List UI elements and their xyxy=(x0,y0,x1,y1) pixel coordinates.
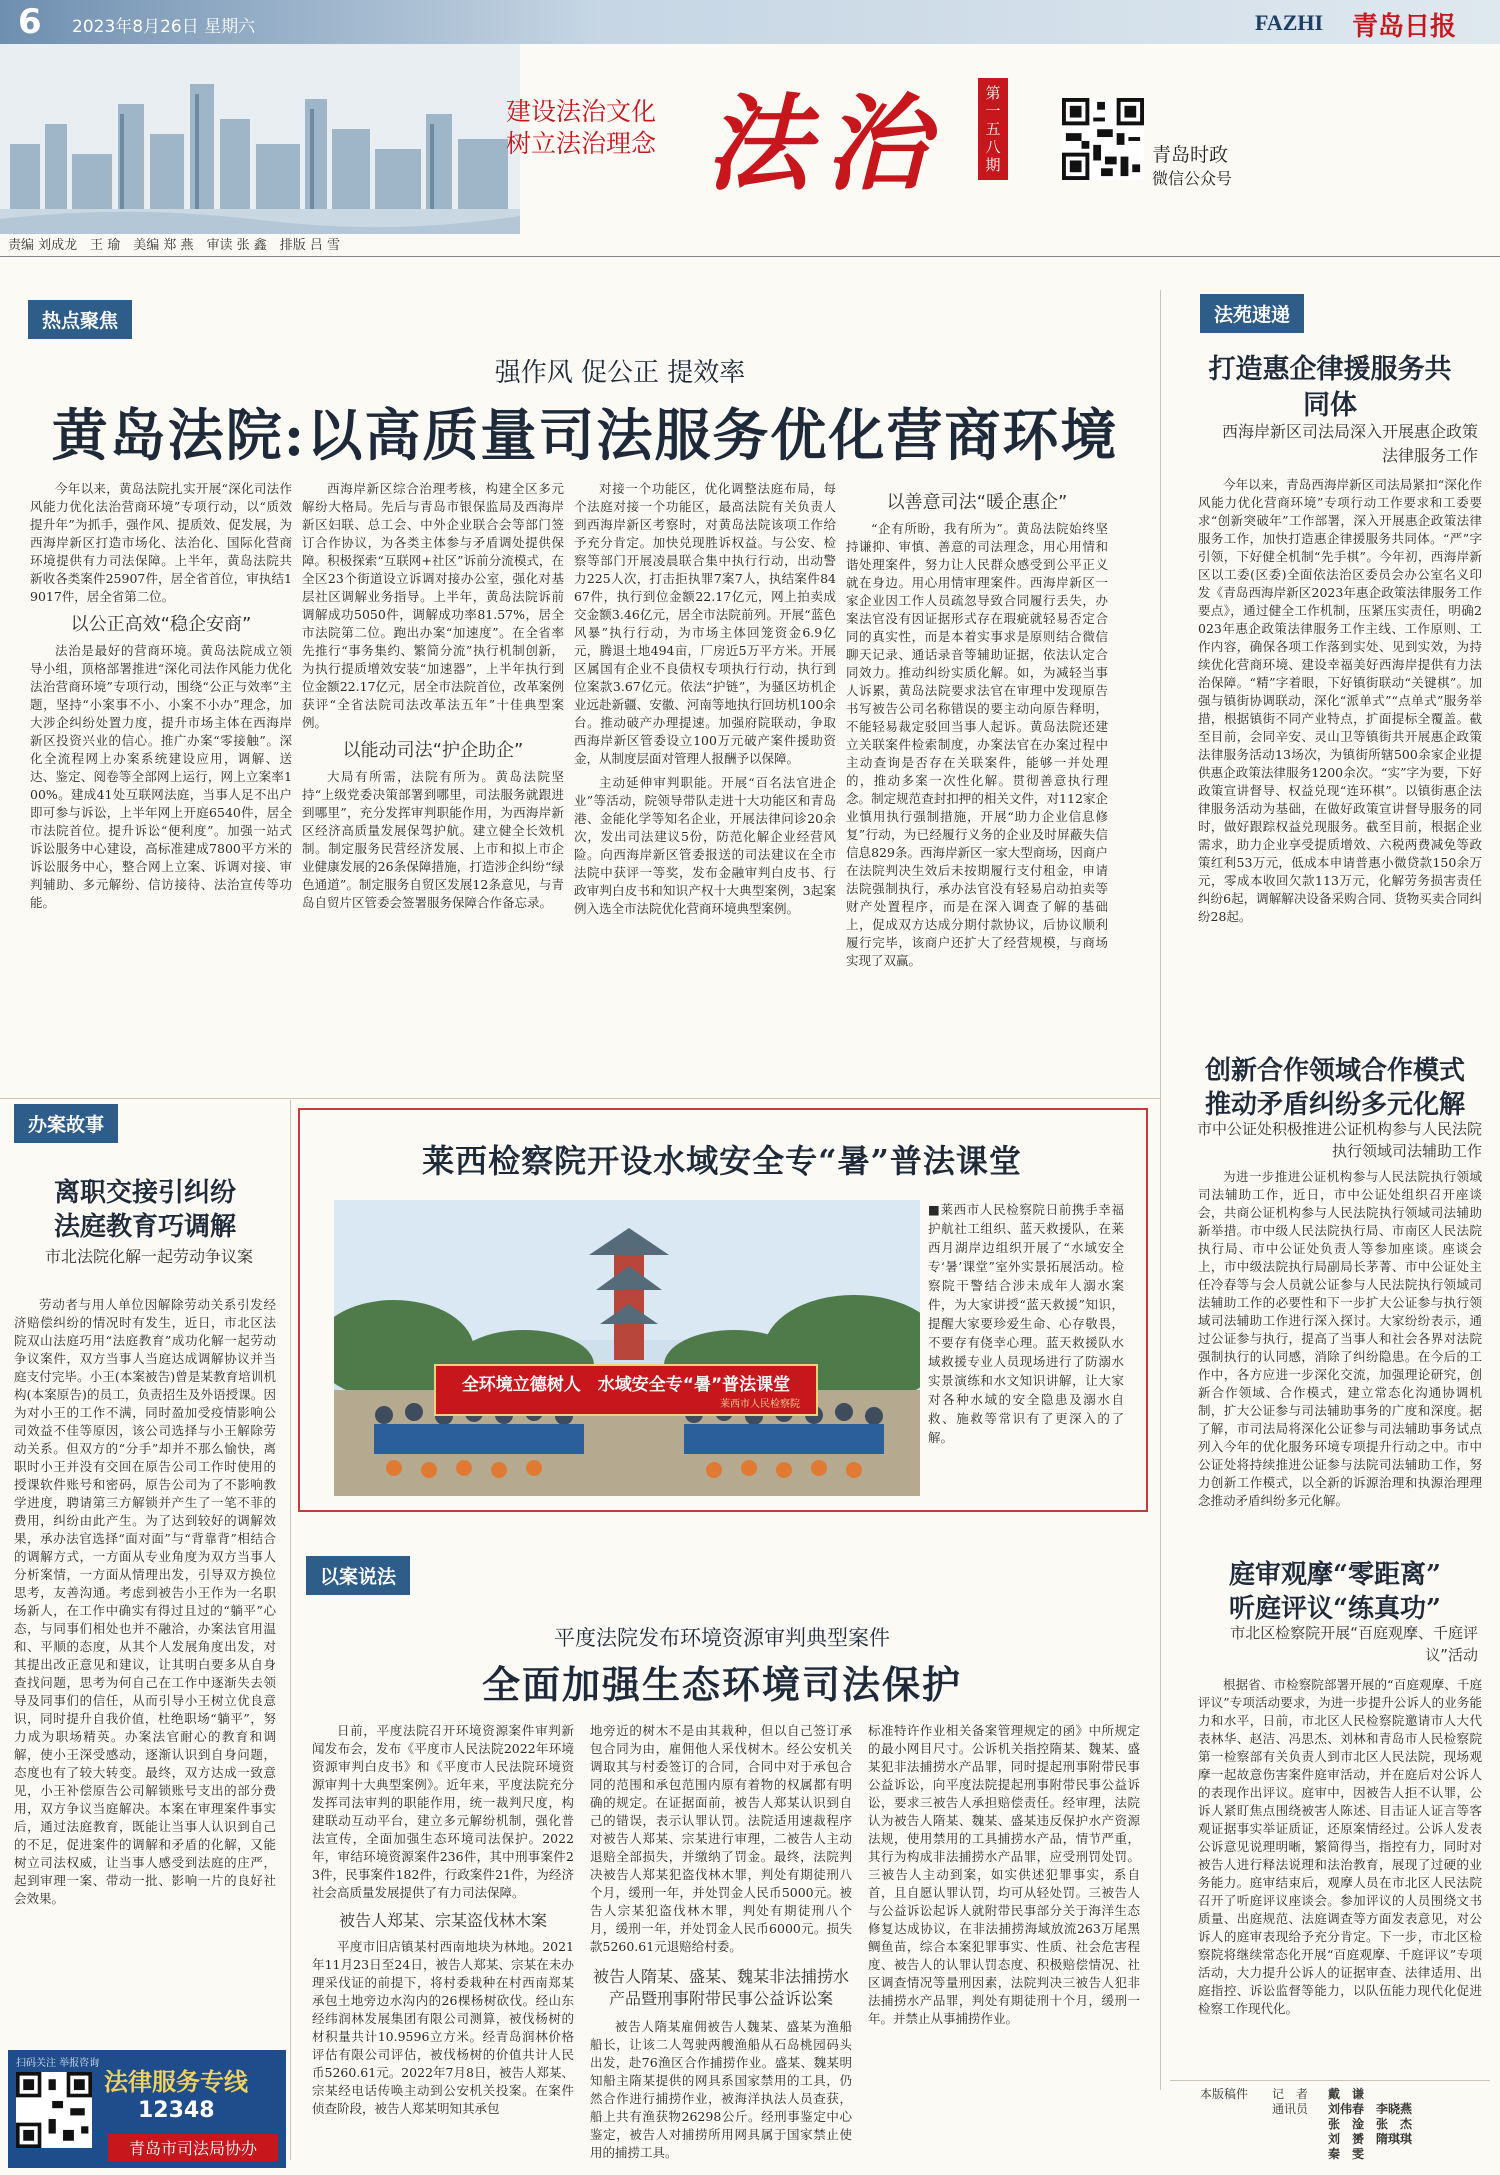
photo-banner xyxy=(434,1364,818,1416)
reporters-role: 记 者 通讯员 xyxy=(1272,2087,1309,2116)
subhead-forest-case: 被告人郑某、宗某盗伐林木案 xyxy=(338,1911,547,1930)
slogan-line2: 树立法治理念 xyxy=(506,129,657,158)
city-skyline-illustration xyxy=(0,44,520,234)
slogan-line1: 建设法治文化 xyxy=(506,97,657,126)
case-story-title-line1: 离职交接引纠纷 xyxy=(53,1178,236,1208)
photo-banner-text: 全环境立德树人 水域安全专“暑”普法课堂 xyxy=(461,1375,791,1395)
tag-legal-express: 法苑速递 xyxy=(1200,294,1304,333)
wechat-name: 青岛时政 xyxy=(1152,144,1229,166)
left-column-divider xyxy=(290,1100,291,2160)
page-number: 6 xyxy=(18,2,42,42)
section-title-calligraphy: 法治 xyxy=(706,82,943,205)
main-story-bottom-rule xyxy=(0,1098,1160,1099)
side3-subtitle: 市北区检察院开展“百庭观摩、千庭评议”活动 xyxy=(1230,1624,1478,1664)
main-story-col1: 今年以来，黄岛法院扎实开展“深化司法作风能力优化法治营商环境”专项行动，以“质效提升年”为抓手，强作风、提质效、促发展，为西海岸新区打造市场化、法治化、国际化营商环境提供有力司法保障。上半年，黄岛法院共新收各类案件25907件，居全省首位，审执结19017件，居全省第二位。 以公正高效“稳企安商” 法治是最好的营商环境。黄岛法院成立领导小组，顶格部署推进“深化司法作风能力优化法治营商环境”专项行动，围绕“公正与效率”主题，坚持“小案事不小、小案不小办”理念，加大涉企纠纷处置力度，提升市场主体在西海岸新区投资兴业的信心。推广办案“零接触”。深化全流程网上办案系统建设应用，调解、送达、鉴定、阅卷等全部网上运行，网上立案率100%。建成41处互联网法庭，当事人足不出户即可参与诉讼，上半年网上开庭6540件，居全市法院首位。提升诉讼“便利度”。加强一站式诉讼服务中心建设，高标准建成7800平方米的诉讼服务中心，整合网上立案、诉调对接、审判辅助、多元解纷、信访接待、法治宣传等功能。 xyxy=(30,481,292,910)
paper-name: 青岛日报 xyxy=(1352,12,1457,42)
case-story-title-line2: 法庭教育巧调解 xyxy=(53,1212,236,1242)
side3-title-line2: 听庭评议“练真功” xyxy=(1229,1594,1441,1624)
photo-caption: ■莱西市人民检察院日前携手幸福护航社工组织、蓝天救援队，在莱西月湖岸边组织开展了“水域安全专‘暑’课堂”室外实景拓展活动。检察院干警结合涉未成年人溺水案件，为大家讲授“蓝天救援”知识，提醒大家要珍爱生命、心存敬畏，不要存有侥幸心理。蓝天救援队水域救援专业人员现场进行了防溺水实景演练和水文知识讲解，让大家对各种水域的安全隐患及溺水自救、施救等常识有了更深入的了解。 xyxy=(928,1202,1124,1445)
hotline-title: 法律服务专线 xyxy=(104,2068,248,2096)
subhead-protect-business: 以能动司法“护企助企” xyxy=(342,740,524,761)
eco-story-kicker: 平度法院发布环境资源审判典型案件 xyxy=(554,1626,890,1650)
hotline-number: 12348 xyxy=(138,2098,215,2123)
hotline-ad xyxy=(8,2050,286,2168)
side1-title: 打造惠企律援服务共同体 xyxy=(1208,354,1452,421)
photo-banner-sub: 莱西市人民检察院 xyxy=(720,1399,800,1410)
wechat-qr-icon[interactable] xyxy=(1062,98,1144,180)
reporters-names: 戴 谦 刘伟春 李晓燕 张 淦 张 杰 刘 赟 隋琪琪 秦 雯 xyxy=(1328,2087,1413,2161)
side2-body: 为进一步推进公证机构参与人民法院执行领域司法辅助工作，近日，市中公证处组织召开座谈会，共商公证机构参与人民法院执行领域司法辅助新举措。市中级人民法院执行局、市南区人民法院执行局、市中公证处负责人等参加座谈。座谈会上，市中级法院执行局副局长茅菁、市中公证处主任冷春等与会人员就公证参与人民法院执行领域司法辅助工作的必要性和下一步扩大公证参与执行领域司法辅助工作进行深入探讨。大家纷纷表示，通过公证参与执行，提高了当事人和社会各界对法院强制执行的认同感，消除了纠纷隐患。在今后的工作中，各方应进一步深化交流，加强理论研究，创新合作领域、合作模式，建立常态化沟通协调机制，扩大公证参与司法辅助事务的广度和深度。据了解，市司法局将深化公证参与司法辅助事务试点列入今年的优化服务环境专项提升行动之中。市中公证处将持续推进公证参与法院司法辅助工作，努力创新工作模式，以全新的诉源治理和执源治理理念推动矛盾纠纷多元化解。 xyxy=(1198,1169,1482,1508)
side3-title-line1: 庭审观摩“零距离” xyxy=(1229,1560,1441,1590)
hotline-org: 青岛市司法局协办 xyxy=(108,2134,278,2161)
subhead-fishing-case: 被告人隋某、盛某、魏某非法捕捞水产品暨刑事附带民事公益诉讼案 xyxy=(592,1967,849,2008)
tag-hot-focus: 热点聚焦 xyxy=(28,300,132,339)
tag-case-law: 以案说法 xyxy=(306,1556,410,1595)
main-story-kicker: 强作风 促公正 提效率 xyxy=(494,358,746,388)
eco-story-col1: 日前，平度法院召开环境资源案件审判新闻发布会，发布《平度市人民法院2022年环境资源审判白皮书》和《平度市人民法院环境资源审判十大典型案例》。近年来，平度法院充分发挥司法审判的职能作用，统一裁判尺度，构建联动互动平台，建立多元解纷机制，强化普法宣传，全面加强生态环境司法保护。2022年，审结环境资源案件236件，其中刑事案件23件，民事案件182件，行政案件21件，为经济社会高质量发展提供了有力司法保障。 被告人郑某、宗某盗伐林木案 平度市旧店镇某村西南地块为林地。2021年11月23日至24日，被告人郑某、宗某在未办理采伐证的前提下，将村委栽种在村西南郑某承包土地旁边水沟内的26棵杨树砍伐。经山东经纬润林发展集团有限公司测算，被伐杨树的材积量共计10.9596立方米。经青岛润林价格评估有限公司评估，被伐杨树的价值共计人民币5260.61元。2022年7月8日，被告人郑某、宗某经电话传唤主动到公安机关投案。在案件侦查阶段，被告人郑某明知其承包 xyxy=(312,1723,574,2116)
subhead-stable-business: 以公正高效“稳企安商” xyxy=(70,614,252,635)
side2-title-line1: 创新合作领域合作模式 xyxy=(1204,1056,1465,1086)
side1-subtitle: 西海岸新区司法局深入开展惠企政策法律服务工作 xyxy=(1222,422,1479,465)
issue-date: 2023年8月26日 星期六 xyxy=(72,17,256,37)
main-story-title: 黄岛法院:以高质量司法服务优化营商环境 xyxy=(51,403,1119,469)
column-divider xyxy=(1160,290,1161,2090)
tag-case-story: 办案故事 xyxy=(14,1104,118,1143)
side2-subtitle: 市中公证处积极推进公证机构参与人民法院执行领域司法辅助工作 xyxy=(1196,1120,1482,1160)
main-story-col2: 西海岸新区综合治理考核，构建全区多元解纷大格局。先后与青岛市银保监局及西海岸新区妇联、总工会、中外企业联合会等部门签订合作协议，为各类主体参与矛盾调处提供保障。积极探索“互联网+社区”诉前分流模式，在全区23个街道设立诉调对接办公室，强化对基层社区调解业务指导。上半年，黄岛法院诉前调解成功5050件，调解成功率81.57%，居全市法院第二位。跑出办案“加速度”。在全省率先推行“事务集约、繁简分流”执行机制创新，为执行提质增效安装“加速器”，上半年执行到位金额22.17亿元，居全市法院首位，改革案例获评“全省法院司法改革法五年”十佳典型案例。 以能动司法“护企助企” 大局有所需，法院有所为。黄岛法院坚持“上级党委决策部署到哪里，司法服务就跟进到哪里”，充分发挥审判职能作用，为西海岸新区经济高质量发展保驾护航。建立健全长效机制。制定服务民营经济发展、上市和拟上市企业健康发展的26条保障措施，打造涉企纠纷“绿色通道”。制定服务自贸区发展12条意见，与青岛自贸片区管委会签署服务保障合作备忘录。 xyxy=(302,481,564,910)
group-photo-lake-pavilion xyxy=(334,1200,920,1496)
header-divider xyxy=(0,256,1500,257)
photo-story-title: 莱西检察院开设水域安全专“暑”普法课堂 xyxy=(422,1142,1022,1180)
reporters-label: 本版稿件 xyxy=(1200,2087,1249,2101)
side1-body: 今年以来，青岛西海岸新区司法局紧扣“深化作风能力优化营商环境”专项行动工作要求和工委要求“创新突破年”工作部署，深入开展惠企政策法律服务工作，加快打造惠企律援服务共同体。“严”字引领，下好健全机制“先手棋”。今年初，西海岸新区以工委(区委)全面依法治区委员会办公室名义印发《青岛西海岸新区2023年惠企政策法律服务工作要点》，通过健全工作机制，压紧压实责任，明确2023年惠企政策法律服务工作主线、工作原则、工作内容，确保各项工作落到实处、见到实效，为持续优化营商环境、建设幸福美好西海岸提供有力法治保障。“精”字着眼，下好镇街联动“关键棋”。加强与镇街协调联动，深化“派单式”“点单式”服务举措，根据镇街不同产业特点，扩面提标全覆盖。截至目前，会同辛安、灵山卫等镇街共开展惠企政策法律服务活动13场次，为镇街所辖500余家企业提供惠企政策法律服务1200余次。“实”字为要，下好政策宣讲督导、权益兑现“连环棋”。以镇街惠企法律服务活动为基础，在做好政策宣讲督导服务的同时，做好跟踪权益兑现服务。截至目前，根据企业需求，助力企业享受提质增效、六税两费减免等政策红利53万元，低成本申请普惠小微贷款150余万元，零成本收回欠款113万元，化解劳务损害责任纠纷6起，调解解决设备采购合同、货物买卖合同纠纷28起。 xyxy=(1198,477,1482,924)
reporters-box xyxy=(1170,2080,1490,2171)
issue-number-badge: 第一五八期 xyxy=(978,78,1008,180)
main-story-col3: 对接一个功能区，优化调整法庭布局，每个法庭对接一个功能区，最高法院有关负责人到西海岸新区考察时，对黄岛法院该项工作给予充分肯定。加快兑现胜诉权益。与公安、检察等部门开展凌晨联合集中执行行动，出动警力225人次，打击拒执罪7案7人，执结案件8467件，执行到位金额22.17亿元，网上拍卖成交金额3.46亿元，居全市法院前列。开展“蓝色风暴”执行行动，为市场主体回笼资金6.9亿元，腾退土地494亩，厂房近5万平方米。开展区属国有企业不良债权专项执行行动，执行到位案款3.67亿元。依法“护链”，为骚区坊机企业远赴新疆、安徽、河南等地执行回坊机100余台。推动破产办理提速。加强府院联动，争取西海岸新区管委设立100万元破产案件援助资金，从制度层面对管理人报酬予以保障。 主动延伸审判职能。开展“百名法官进企业”等活动，院领导带队走进十大功能区和青岛港、金能化学等知名企业，开展法律问诊20余次，发出司法建议5份，防范化解企业经营风险。向西海岸新区管委报送的司法建议在全市法院中获评一等奖，发布金融审判白皮书、行政审判白皮书和知识产权十大典型案例，3起案例入选全市法院优化营商环境典型案例。 xyxy=(574,481,836,916)
wechat-subtitle: 微信公众号 xyxy=(1152,169,1233,188)
hotline-qr-caption: 扫码关注 举报咨询 xyxy=(16,2058,100,2069)
side2-title-line2: 推动矛盾纠纷多元化解 xyxy=(1204,1090,1465,1120)
credits-line: 责编 刘成龙 王 瑜 美编 郑 燕 审读 张 鑫 排版 吕 雪 xyxy=(8,238,341,253)
side3-body: 根据省、市检察院部署开展的“百庭观摩、千庭评议”专项活动要求，为进一步提升公诉人的业务能力和水平，日前，市北区人民检察院邀请市人大代表林华、赵洁、冯思杰、刘林和青岛市人民检察院第一检察部有关负责人到市北区人民法院，现场观摩一起故意伤害案件庭审活动，并在庭后对公诉人的表现作出评议。庭审中，因被告人拒不认罪，公诉人紧盯焦点围绕被害人陈述、目击证人证言等客观证据事实举证质证，还原案情经过。公诉人发表公诉意见说理明晰，繁简得当，指控有力，同时对被告人进行释法说理和法治教育，展现了过硬的业务能力。庭审结束后，观摩人员在市北区人民法院召开了听庭评议座谈会。参加评议的人员围绕文书质量、出庭规范、法庭调查等方面发表意见，对公诉人的庭审表现给予充分肯定。下一步，市北区检察院将继续常态化开展“百庭观摩、千庭评议”专项活动，大力提升公诉人的证据审查、法律适用、出庭指控、诉讼监督等能力，以队伍能力现代化促进检察工作现代化。 xyxy=(1198,1677,1482,2016)
eco-story-title: 全面加强生态环境司法保护 xyxy=(481,1662,962,1707)
hotline-qr-icon[interactable] xyxy=(16,2072,92,2148)
eco-story-col3: 标准特许作业相关备案管理规定的函》中所规定的最小网目尺寸。公诉机关指控隋某、魏某、盛某犯非法捕捞水产品罪，同时提起刑事附带民事公益诉讼，向平度法院提起刑事附带民事公益诉讼，要求三被告人承担赔偿责任。经审理，法院认为被告人隋某、魏某、盛某违反保护水产资源法规，使用禁用的工具捕捞水产品，情节严重，其行为构成非法捕捞水产品罪，应受刑罚处罚。三被告人主动到案，如实供述犯罪事实，系自首，且自愿认罪认罚，均可从轻处罚。三被告人与公益诉讼起诉人就附带民事部分关于海洋生态修复达成协议，在非法捕捞海域放流263万尾黑鲷鱼苗，综合本案犯罪事实、性质、社会危害程度、被告人的认罪认罚态度、积极赔偿情况、社区调查情况等量刑因素，法院判决三被告人犯非法捕捞水产品罪，判处有期徒刑十个月，缓刑一年。并禁止从事捕捞作业。 xyxy=(868,1723,1140,2026)
eco-story-col2: 地旁近的树木不是由其栽种，但以自己签订承包合同为由，雇佣他人采伐树木。经公安机关调取其与村委签订的合同，合同中对于承包合同的范围和承包范围内原有着物的权属都有明确的规定。在证据面前，被告人郑某认识到自己的错误，表示认罪认罚。法院适用速裁程序对被告人郑某、宗某进行审理，二被告人主动退赔全部损失，并缴纳了罚金。最终，法院判决被告人郑某犯盗伐林木罪，判处有期徒刑八个月，缓刑一年，并处罚金人民币5000元。被告人宗某犯盗伐林木罪，判处有期徒刑八个月，缓刑一年，并处罚金人民币6000元。损失款5260.61元退赔给村委。 被告人隋某、盛某、魏某非法捕捞水产品暨刑事附带民事公益诉讼案 被告人隋某雇佣被告人魏某、盛某为渔船船长，让该二人驾驶两艘渔船从石岛桃园码头出发，赴76渔区合作捕捞作业。盛某、魏某明知船主隋某提供的网具系国家禁用的工具，仍然合作进行捕捞作业，被海洋执法人员查获，船上共有渔获物26298公斤。经刑事鉴定中心鉴定，被告人对捕捞所用网具属于国家禁止使用的捕捞工具。 xyxy=(590,1723,852,2160)
case-story-body: 劳动者与用人单位因解除劳动关系引发经济赔偿纠纷的情况时有发生，近日，市北区法院双山法庭巧用“法庭教育”成功化解一起劳动争议案件，双方当事人当庭达成调解协议并当庭支付完毕。小王(本案被告)曾是某教育培训机构(本案原告)的员工，负责招生及外语授课。因为对小王的工作不满，同时盈加受疫情影响公司效益不佳等原因，该公司选择与小王解除劳动关系。但双方的“分手”却并不那么愉快，离职时小王并没有交回在原告公司工作时使用的授课软件账号和密码，原告公司为了不影响教学进度，聘请第三方解锁并产生了一笔不菲的费用，纠纷由此产生。为了达到较好的调解效果，承办法官选择“面对面”与“背靠背”相结合的调解方式，一方面从专业角度为双方当事人分析案情，一方面从情理出发，引导双方换位思考，友善沟通。考虑到被告小王作为一名职场新人，在工作中确实有得过且过的“躺平”心态，与同事们相处也并不融洽，办案法官用温和、平顺的态度，从其个人发展角度出发，对其提出改正意见和建议，让其明白要多从自身查找问题，思考为何自己在工作中逐渐失去领导及同事们的信任，从而引导小王树立优良意识，同时提升自我价值，杜绝职场“躺平”，努力成为职场精英。办案法官耐心的教育和调解，使小王深受感动，逐渐认识到自身问题，态度也有了较大转变。最终，双方达成一致意见，小王补偿原告公司解锁账号支出的部分费用，双方争议当庭解决。本案在审理案件事实后，通过法庭教育，既能让当事人认识到自己的不足，促进案件的调解和矛盾的化解，又能树立司法权威，让当事人感受到法庭的庄严，起到审理一案、带动一批、影响一片的良好社会效果。 xyxy=(14,1297,276,1906)
main-story-col4: 以善意司法“暖企惠企” “企有所盼，我有所为”。黄岛法院始终坚持谦抑、审慎、善意的司法理念，用心用情和谐处理案件，努力让人民群众感受到公平正义就在身边。用心用情审理案件。西海岸新区一家企业因工作人员疏忽导致合同履行丢失，办案法官没有因证据形式存在瑕疵就轻易否定合同的真实性，而是本着实事求是原则结合微信聊天记录、通话录音等辅助证据，依法认定合同效力。推动纠纷实质化解。如，为减轻当事人诉累，黄岛法院要求法官在审理中发现原告书写被告公司名称错误的要主动向原告释明，不能轻易裁定驳回当事人起诉。黄岛法院还建立关联案件检索制度，办案法官在办案过程中主动查询是否存在关联案件，能够一并处理的，推动多案一次性化解。贯彻善意执行理念。制定规范查封扣押的相关文件，对112家企业慎用执行强制措施，开展“助力企业信息修复”行动，为已经履行义务的企业及时屏蔽失信信息829条。西海岸新区一家大型商场，因商户在法院判决生效后未按期履行支付租金，申请法院强制执行，承办法官没有轻易启动拍卖等财产处置程序，而是在深入调查了解的基础上，促成双方达成分期付款协议，后协议顺利履行完毕，该商户还扩大了经营规模，与商场实现了双赢。 xyxy=(846,492,1108,968)
case-story-subtitle: 市北法院化解一起劳动争议案 xyxy=(44,1247,253,1266)
section-en: FAZHI xyxy=(1255,10,1324,35)
subhead-warm-business: 以善意司法“暖企惠企” xyxy=(886,492,1068,513)
